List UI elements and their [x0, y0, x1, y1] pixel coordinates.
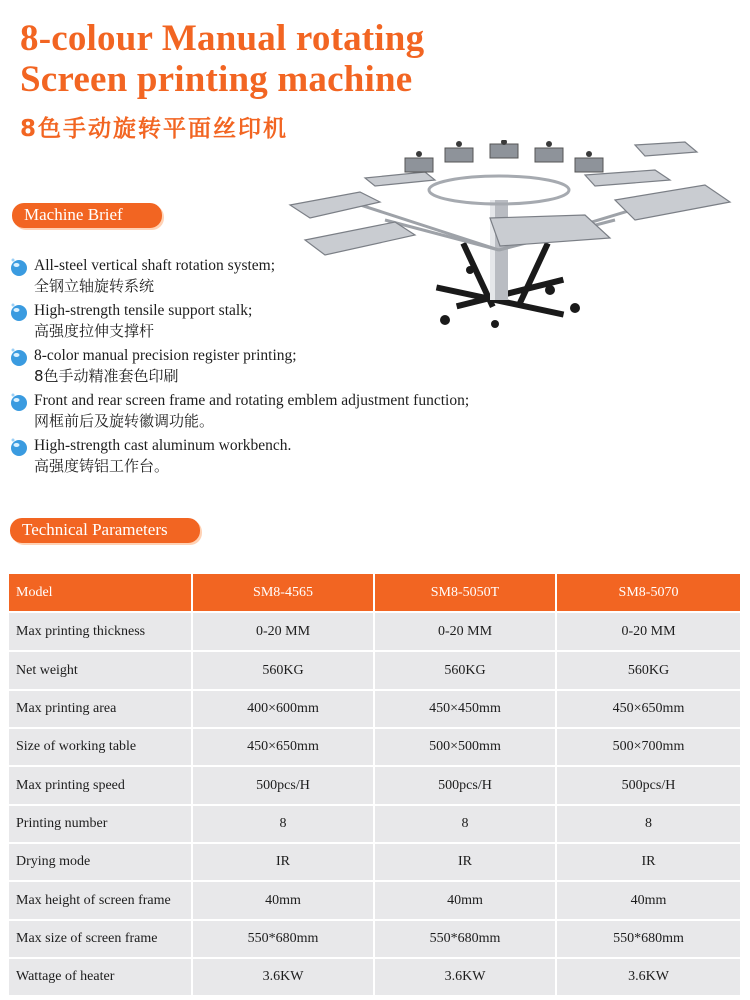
table-cell: 500pcs/H [193, 765, 375, 804]
table-cell: 3.6KW [193, 957, 375, 995]
table-cell: 550*680mm [193, 919, 375, 957]
table-cell: IR [193, 842, 375, 880]
table-row [9, 650, 740, 689]
row-label: Max printing speed [9, 765, 193, 804]
table-cell: IR [375, 842, 557, 880]
feature-cn: 8色手动精准套色印刷 [34, 367, 179, 385]
row-label: Max size of screen frame [9, 919, 193, 957]
table-cell: 550*680mm [557, 919, 740, 957]
table-cell: 3.6KW [557, 957, 740, 995]
feature-item [8, 435, 568, 480]
feature-cn: 高强度铸铝工作台。 [34, 457, 170, 475]
feature-en: 8-color manual precision register printing; [34, 347, 297, 364]
globe-bullet-icon [8, 257, 30, 279]
feature-cn: 全钢立轴旋转系统 [34, 277, 155, 295]
feature-en: Front and rear screen frame and rotating emblem adjustment function; [34, 392, 470, 409]
table-cell: 450×650mm [193, 727, 375, 765]
table-cell: 500pcs/H [375, 765, 557, 804]
page-title [20, 18, 424, 100]
table-row [9, 611, 740, 650]
table-cell: 8 [375, 804, 557, 842]
row-label: Drying mode [9, 842, 193, 880]
table-cell: 3.6KW [375, 957, 557, 995]
row-label: Max height of screen frame [9, 880, 193, 919]
row-label: Wattage of heater [9, 957, 193, 995]
globe-bullet-icon [8, 302, 30, 324]
table-cell: IR [557, 842, 740, 880]
table-cell: 560KG [193, 650, 375, 689]
table-cell: 560KG [375, 650, 557, 689]
table-row [9, 689, 740, 727]
title-line-1: 8-colour Manual rotating [20, 18, 425, 59]
table-row [9, 919, 740, 957]
feature-item [8, 390, 568, 435]
feature-cn: 高强度拉伸支撑杆 [34, 322, 155, 340]
table-cell: 500×500mm [375, 727, 557, 765]
header-sm8-5070: SM8-5070 [557, 574, 740, 611]
table-cell: 40mm [557, 880, 740, 919]
header-sm8-4565: SM8-4565 [193, 574, 375, 611]
table-cell: 40mm [375, 880, 557, 919]
row-label: Size of working table [9, 727, 193, 765]
row-label: Printing number [9, 804, 193, 842]
section-machine-brief: Machine Brief [12, 203, 162, 228]
table-cell: 450×650mm [557, 689, 740, 727]
header-sm8-5050t: SM8-5050T [375, 574, 557, 611]
section-technical-parameters: Technical Parameters [10, 518, 200, 543]
table-row [9, 957, 740, 995]
feature-en: All-steel vertical shaft rotation system; [34, 257, 276, 274]
table-cell: 8 [193, 804, 375, 842]
table-cell: 550*680mm [375, 919, 557, 957]
table-cell: 560KG [557, 650, 740, 689]
table-row [9, 880, 740, 919]
globe-bullet-icon [8, 347, 30, 369]
globe-bullet-icon [8, 437, 30, 459]
globe-bullet-icon [8, 392, 30, 414]
table-cell: 450×450mm [375, 689, 557, 727]
table-cell: 500×700mm [557, 727, 740, 765]
row-label: Net weight [9, 650, 193, 689]
table-row [9, 804, 740, 842]
feature-en: High-strength cast aluminum workbench. [34, 437, 292, 454]
table-cell: 8 [557, 804, 740, 842]
row-label: Max printing thickness [9, 611, 193, 650]
table-row [9, 842, 740, 880]
table-cell: 0-20 MM [193, 611, 375, 650]
feature-list [8, 255, 568, 480]
feature-item [8, 345, 568, 390]
table-row [9, 765, 740, 804]
table-cell: 0-20 MM [375, 611, 557, 650]
row-label: Max printing area [9, 689, 193, 727]
feature-item [8, 300, 568, 345]
title-line-2: Screen printing machine [20, 59, 413, 100]
page-title-cn: 8色手动旋转平面丝印机 [20, 116, 289, 142]
header-model: Model [9, 574, 193, 611]
table-cell: 500pcs/H [557, 765, 740, 804]
table-header-row [9, 574, 740, 611]
table-cell: 40mm [193, 880, 375, 919]
feature-cn: 网框前后及旋转徽调功能。 [34, 412, 215, 430]
feature-en: High-strength tensile support stalk; [34, 302, 253, 319]
table-cell: 400×600mm [193, 689, 375, 727]
table-row [9, 727, 740, 765]
table-cell: 0-20 MM [557, 611, 740, 650]
parameters-table [9, 574, 740, 995]
feature-item [8, 255, 568, 300]
